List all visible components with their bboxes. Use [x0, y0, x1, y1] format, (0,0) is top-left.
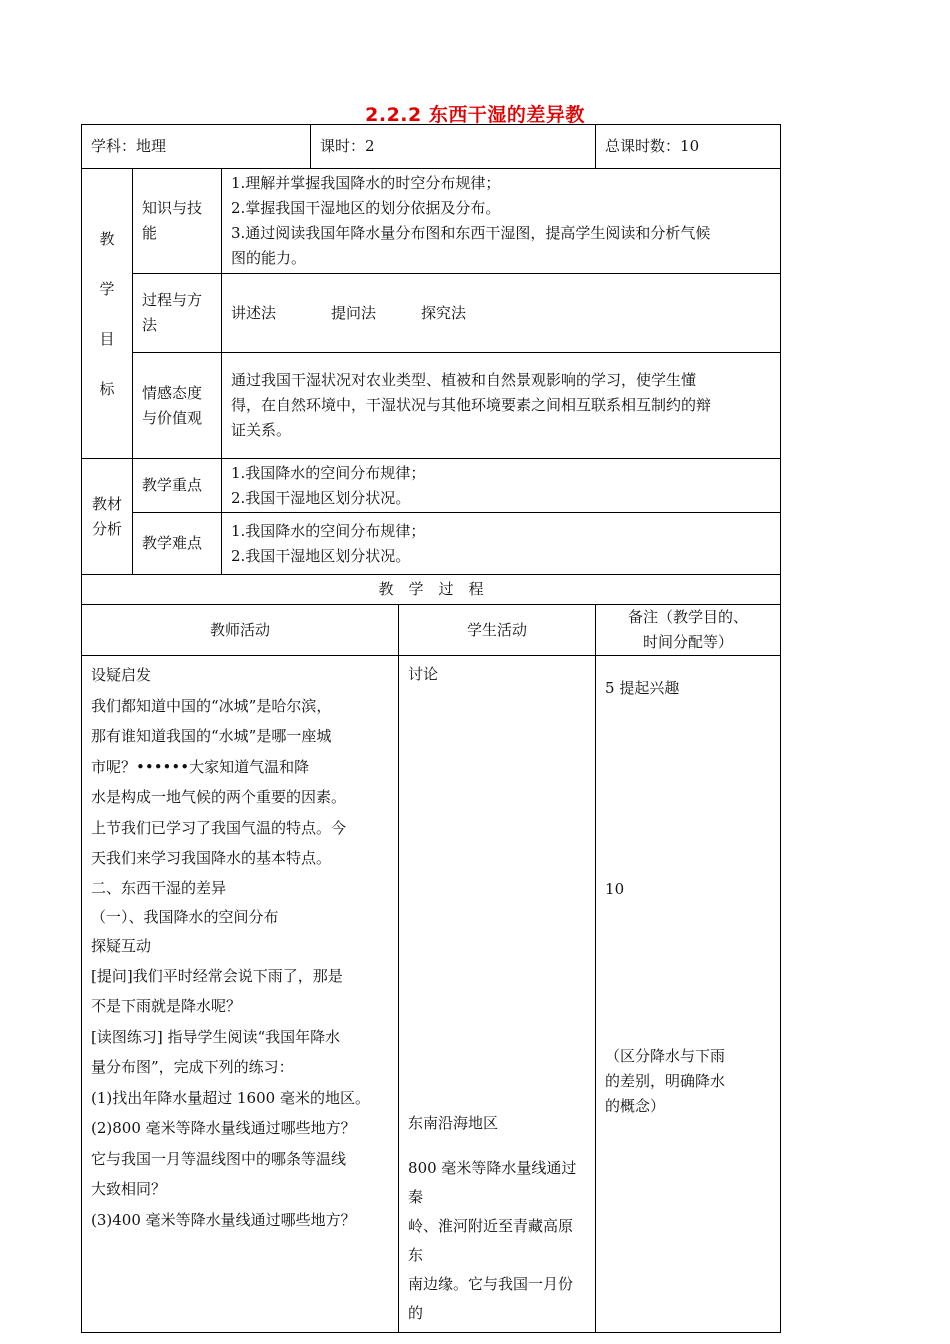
notes-content: 5 提起兴趣 10 （区分降水与下雨 的差别，明确降水 的概念）	[596, 656, 781, 1333]
analysis-difficult-row	[82, 513, 781, 575]
analysis-key-row	[82, 459, 781, 513]
student-activity-content: 讨论 东南沿海地区 800 毫米等降水量线通过秦 岭、淮河附近至青藏高原东 南边缘。它与我国一月份的	[399, 656, 596, 1333]
period-cell: 课时：2	[311, 125, 596, 169]
process-methods: 讲述法 提问法 探究法	[222, 274, 781, 353]
difficult-points-content: 1.我国降水的空间分布规律； 2.我国干湿地区划分状况。	[222, 513, 781, 575]
total-period-cell: 总课时数：10	[596, 125, 781, 169]
student-discuss: 讨论	[408, 665, 439, 683]
process-columns-row	[82, 605, 781, 656]
subject-cell: 学科：地理	[82, 125, 311, 169]
objective-knowledge-row	[82, 169, 781, 274]
key-points-label: 教学重点	[133, 459, 222, 513]
teacher-activity-content: 设疑启发 我们都知道中国的“冰城”是哈尔滨， 那有谁知道我国的“水城”是哪一座城 市呢？••••••大家知道气温和降 水是构成一地气候的两个重要的因素。 上节我们已学习了我国气温的特点。今 天我们来学习我国降水的基本特点。 二、东西干湿的差异 （一）、我国降水的空间分布 探疑互动 [提问]我们平时经常会说下雨了，那是 不是下雨就是降水呢？ [读图练习] 指导学生阅读“我国年降水 量分布图”，完成下列的练习： (1)找出年降水量超过 1600 毫米的地区。 (2)800 毫米等降水量线通过哪些地方？ 它与我国一月等温线图中的哪条等温线 大致相同？ (3)400 毫米等降水量线通过哪些地方？	[82, 656, 399, 1333]
process-content-row	[82, 656, 781, 1333]
objectives-label: 教 学 目 标	[82, 169, 133, 459]
note-1: 5 提起兴趣	[605, 679, 680, 697]
difficult-points-label: 教学难点	[133, 513, 222, 575]
knowledge-content: 1.理解并掌握我国降水的时空分布规律； 2.掌握我国干湿地区的划分依据及分布。 3.通过阅读我国年降水量分布图和东西干湿图，提高学生阅读和分析气候 图的能力。	[222, 169, 781, 274]
objective-process-row	[82, 274, 781, 353]
document-title: 2.2.2 东西干湿的差异教	[365, 104, 585, 126]
objective-emotion-row	[82, 353, 781, 459]
student-answer-1: 东南沿海地区	[408, 1114, 499, 1132]
process-heading: 教 学 过 程	[82, 575, 781, 605]
key-points-content: 1.我国降水的空间分布规律； 2.我国干湿地区划分状况。	[222, 459, 781, 513]
header-row	[82, 125, 781, 169]
analysis-label: 教材 分析	[82, 459, 133, 575]
student-activity-header: 学生活动	[399, 605, 596, 656]
emotion-content: 通过我国干湿状况对农业类型、植被和自然景观影响的学习，使学生懂 得，在自然环境中，干湿状况与其他环境要素之间相互联系相互制约的辩 证关系。	[222, 353, 781, 459]
note-2: 10	[605, 880, 625, 898]
process-heading-row	[82, 575, 781, 605]
knowledge-label: 知识与技能	[133, 169, 222, 274]
notes-header: 备注（教学目的、 时间分配等）	[596, 605, 781, 656]
teacher-activity-header: 教师活动	[82, 605, 399, 656]
lesson-plan-table	[81, 124, 781, 1333]
process-label: 过程与方法	[133, 274, 222, 353]
emotion-label: 情感态度与价值观	[133, 353, 222, 459]
